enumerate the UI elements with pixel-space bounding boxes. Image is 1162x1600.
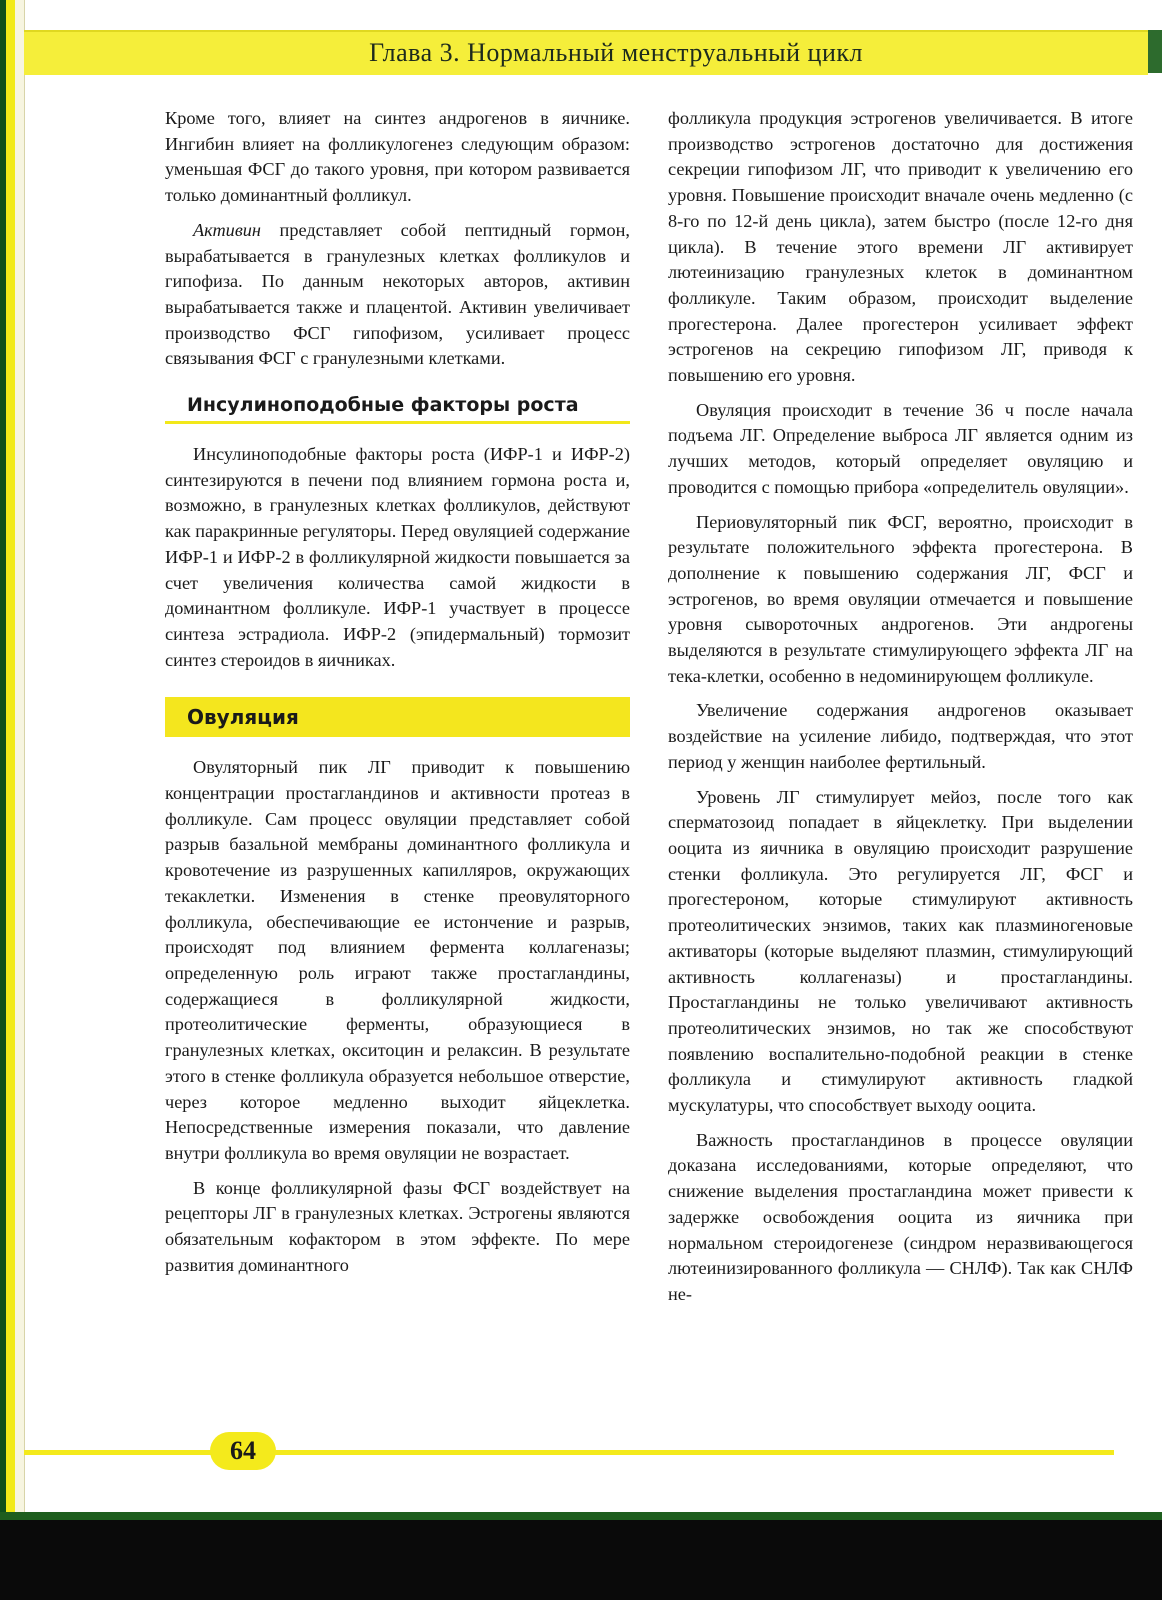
paragraph: В конце фолликулярной фазы ФСГ воздействует на рецепторы ЛГ в гранулезных клетках. Эстрогены являются обязательным кофактором в этом эффекте. По мере развития доминантного xyxy=(165,1177,630,1275)
term-activin: Активин xyxy=(193,219,261,240)
bottom-green-strip xyxy=(0,1512,1162,1520)
running-header-title: Глава 3. Нормальный менструальный цикл xyxy=(369,38,863,67)
paragraph: Инсулиноподобные факторы роста (ИФР-1 и ИФР-2) синтезируются в печени под влиянием гормона роста и, возможно, в гранулезных клетках фолликулов, действуют как паракринные регуляторы. Перед овуляцией содержание ИФР-1 и ИФР-2 в фолликулярной жидкости повышается за счет увеличения количества самой жидкости в доминантном фолликуле. ИФР-1 участвует в процессе синтеза эстрадиола. ИФР-2 (эпидермальный) тормозит синтез стероидов в яичниках. xyxy=(165,444,630,670)
paragraph: Овуляция происходит в течение 36 ч после начала подъема ЛГ. Определение выброса ЛГ является одним из лучших методов, который определяет овуляцию и проводится с помощью прибора «определитель овуляции». xyxy=(668,399,1133,497)
scan-bottom-edge xyxy=(0,1520,1162,1600)
paragraph: Периовуляторный пик ФСГ, вероятно, происходит в результате положительного эффекта прогестерона. В дополнение к повышению содержания ЛГ, ФСГ и эстрогенов, во время овуляции отмечается и повышение уровня сывороточных андрогенов. Эти андрогены выделяются в результате стимулирующего эффекта ЛГ на тека-клетки, особенно в недоминирующем фолликуле. xyxy=(668,511,1133,686)
footer-rule xyxy=(24,1450,1114,1455)
paragraph: Овуляторный пик ЛГ приводит к повышению концентрации простагландинов и активности протеаз в фолликуле. Сам процесс овуляции представляет собой разрыв базальной мембраны доминантного фолликула и кровотечение из разрушенных капилляров, окружающих текаклетки. Изменения в стенке преовуляторного фолликула, обеспечивающие ее истончение и разрыв, происходят под влиянием фермента коллагеназы; определенную роль играют также простагландины, содержащиеся в фолликулярной жидкости, протеолитические ферменты, образующиеся в гранулезных клетках, окситоцин и релаксин. В результате этого в стенке фолликула образуется небольшое отверстие, через которое медленно выходит яйцеклетка. Непосредственные измерения показали, что давление внутри фолликула во время овуляции не возрастает. xyxy=(165,757,630,1163)
right-text-column xyxy=(668,106,1133,1308)
paragraph: Увеличение содержания андрогенов оказывает воздействие на усиление либидо, подтверждая, что этот период у женщин наиболее фертильный. xyxy=(668,700,1133,772)
left-edge-yellow-stripe xyxy=(6,0,15,1520)
paragraph-text: представляет собой пептидный гормон, вырабатывается в гранулезных клетках фолликулов и гипофиза. По данным некоторых авторов, активин вырабатывается также и плацентой. Активин увеличивает производство ФСГ гипофизом, усиливает процесс связывания ФСГ с гранулезными клетками. xyxy=(165,219,630,369)
section-heading-ovulation: Овуляция xyxy=(165,697,630,737)
header-edge-green xyxy=(1148,30,1162,73)
page-number: 64 xyxy=(210,1432,276,1470)
subsection-heading: Инсулиноподобные факторы роста xyxy=(165,394,630,424)
paragraph: Кроме того, влияет на синтез андрогенов в яичнике. Ингибин влияет на фолликулогенез следующим образом: уменьшая ФСГ до такого уровня, при котором развивается только доминантный фолликул. xyxy=(165,108,630,206)
paragraph xyxy=(165,218,630,372)
paragraph: Уровень ЛГ стимулирует мейоз, после того как сперматозоид попадает в яйцеклетку. При выделении ооцита из яичника в овуляцию происходит разрушение стенки фолликула. Это регулируется ЛГ, ФСГ и прогестероном, которые стимулируют активность протеолитических энзимов, таких как плазминогеновые активаторы (которые выделяют плазмин, стимулирующий активность коллагеназы) и простагландины. Простагландины не только увеличивают активность протеолитических энзимов, но так же способствуют появлению воспалительно-подобной реакции в стенке фолликула и стимулируют активность гладкой мускулатуры, что способствует выходу ооцита. xyxy=(668,786,1133,1116)
paragraph: Важность простагландинов в процессе овуляции доказана исследованиями, которые определяют, что снижение выделения простагландина может привести к задержке освобождения ооцита из яичника при нормальном стероидогенезе (синдром неразвивающегося лютеинизированного фолликула — СНЛФ). Так как СНЛФ не- xyxy=(668,1129,1133,1304)
left-edge-page-stripe xyxy=(15,0,25,1520)
paragraph: фолликула продукция эстрогенов увеличивается. В итоге производство эстрогенов достаточно для достижения секреции гипофизом ЛГ, что приводит к увеличению его уровня. Повышение происходит вначале очень медленно (с 8-го по 12-й день цикла), затем быстро (после 12-го дня цикла). В течение этого времени ЛГ активирует лютеинизацию гранулезных клеток в доминантном фолликуле. Таким образом, происходит выделение прогестерона. Далее прогестерон усиливает эффект эстрогенов на секрецию гипофизом ЛГ, приводя к повышению его уровня. xyxy=(668,108,1133,386)
running-header-bar xyxy=(24,30,1148,75)
left-text-column xyxy=(165,106,630,1278)
